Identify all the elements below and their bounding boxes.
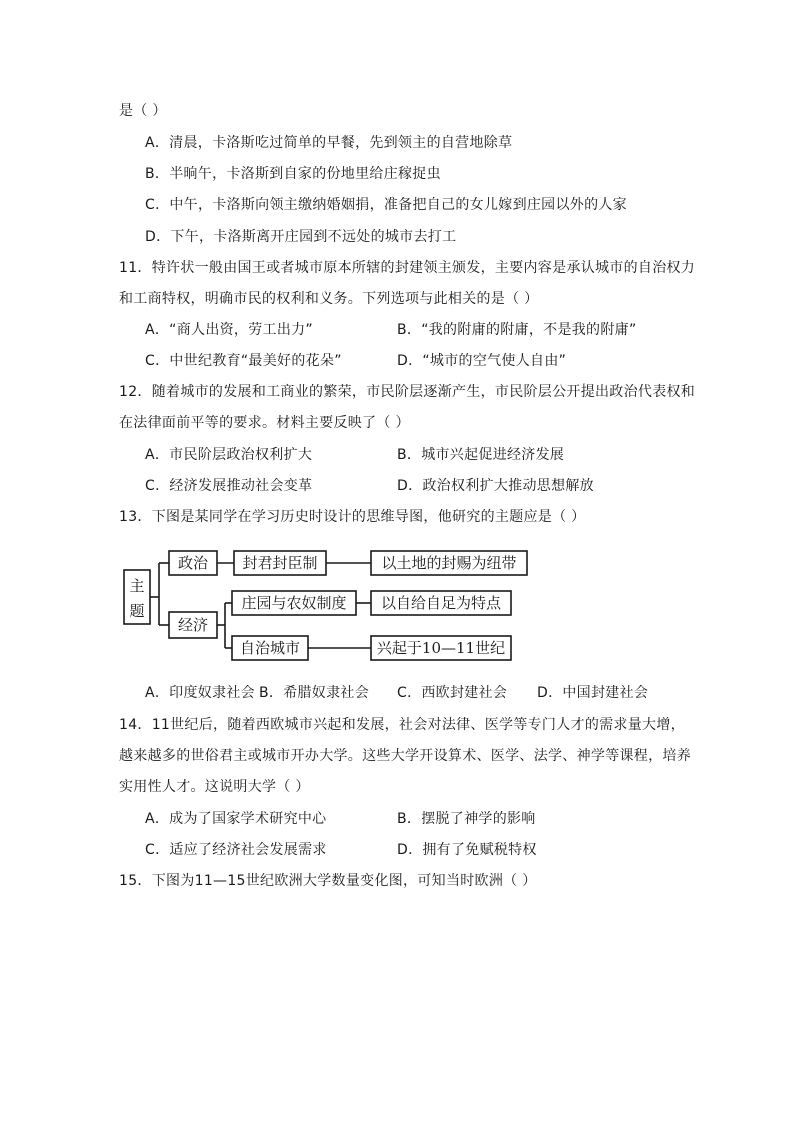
q10-stem-tail: 是（ ） — [119, 103, 167, 119]
q14-option-c: C．适应了经济社会发展需求 — [145, 842, 327, 858]
q15-stem: 15．下图为11—15世纪欧洲大学数量变化图，可知当时欧洲（ ） — [119, 873, 537, 889]
q13-option-d: D．中国封建社会 — [537, 685, 649, 701]
mind-map-diagram — [121, 546, 541, 666]
q12-option-c: C．经济发展推动社会变革 — [145, 478, 313, 494]
q11-option-b: B．“我的附庸的附庸，不是我的附庸” — [397, 322, 637, 338]
q14-stem-line-1: 14．11世纪后，随着西欧城市兴起和发展，社会对法律、医学等专门人才的需求量大增， — [119, 717, 685, 733]
q11-stem-line-1: 11．特许状一般由国王或者城市原本所辖的封建领主颁发，主要内容是承认城市的自治权力 — [119, 260, 696, 276]
q13-option-c: C．西欧封建社会 — [397, 685, 508, 701]
q10-option-a: A．清晨，卡洛斯吃过简单的早餐，先到领主的自营地除草 — [145, 135, 513, 151]
q12-option-b: B．城市兴起促进经济发展 — [397, 447, 565, 463]
q14-option-a: A．成为了国家学术研究中心 — [145, 811, 327, 827]
economy-note2-label: 兴起于10—11世纪 — [376, 639, 506, 657]
q14-stem-line-3: 实用性人才。这说明大学（ ） — [119, 779, 310, 795]
q12-option-d: D．政治权利扩大推动思想解放 — [397, 478, 594, 494]
economy-item2-label: 自治城市 — [239, 639, 301, 657]
q13-option-a: A．印度奴隶社会 — [145, 685, 255, 701]
q12-stem-line-2: 在法律面前平等的要求。材料主要反映了（ ） — [119, 415, 410, 431]
root-char-2: 题 — [129, 602, 145, 620]
q14-option-b: B．摆脱了神学的影响 — [397, 811, 536, 827]
q10-option-c: C．中午，卡洛斯向领主缴纳婚姻捐，准备把自己的女儿嫁到庄园以外的人家 — [145, 197, 627, 213]
q12-option-a: A．市民阶层政治权利扩大 — [145, 447, 313, 463]
q11-option-a: A．“商人出资，劳工出力” — [145, 322, 313, 338]
politics-note-label: 以土地的封赐为纽带 — [381, 554, 517, 572]
q13-stem: 13．下图是某同学在学习历史时设计的思维导图，他研究的主题应是（ ） — [119, 509, 586, 525]
politics-label: 政治 — [177, 554, 209, 572]
root-char-1: 主 — [129, 577, 145, 595]
q10-option-d: D．下午，卡洛斯离开庄园到不远处的城市去打工 — [145, 229, 457, 245]
economy-note1-label: 以自给自足为特点 — [380, 594, 502, 612]
q14-option-d: D．拥有了免赋税特权 — [397, 842, 537, 858]
q11-stem-line-2: 和工商特权，明确市民的权利和义务。下列选项与此相关的是（ ） — [119, 291, 539, 307]
q11-option-d: D．“城市的空气使人自由” — [397, 353, 567, 369]
economy-label: 经济 — [177, 616, 209, 634]
q14-stem-line-2: 越来越多的世俗君主或城市开办大学。这些大学开设算术、医学、法学、神学等课程，培养 — [119, 748, 691, 764]
q11-option-c: C．中世纪教育“最美好的花朵” — [145, 353, 342, 369]
q10-option-b: B．半晌午，卡洛斯到自家的份地里给庄稼捉虫 — [145, 166, 441, 182]
economy-item1-label: 庄园与农奴制度 — [241, 594, 347, 612]
q13-option-b: B．希腊奴隶社会 — [259, 685, 370, 701]
politics-item-label: 封君封臣制 — [242, 554, 318, 572]
q12-stem-line-1: 12．随着城市的发展和工商业的繁荣，市民阶层逐渐产生，市民阶层公开提出政治代表权和 — [119, 384, 696, 400]
